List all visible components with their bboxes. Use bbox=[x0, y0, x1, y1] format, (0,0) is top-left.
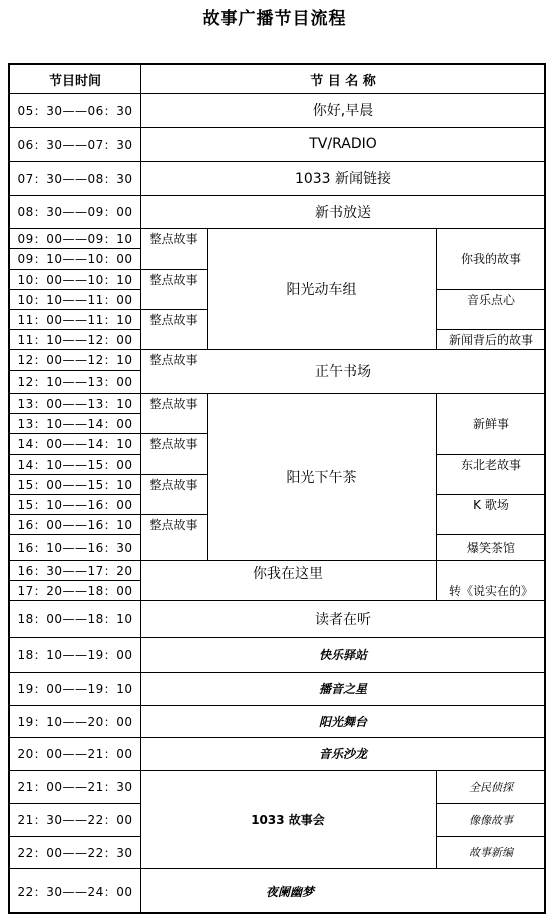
program-cell: 夜阑幽梦 bbox=[265, 884, 314, 899]
grid-line bbox=[10, 637, 546, 638]
hourly-story-cell: 整点故事 bbox=[149, 396, 198, 411]
segment-cell: 像像故事 bbox=[469, 813, 513, 827]
time-cell: 19：10——20：00 bbox=[17, 714, 133, 729]
grid-line bbox=[10, 161, 546, 162]
grid-line bbox=[10, 474, 140, 475]
hourly-story-cell: 整点故事 bbox=[149, 477, 198, 492]
grid-line bbox=[436, 836, 546, 837]
program-cell: 1033 新闻链接 bbox=[294, 171, 392, 187]
time-cell: 18：00——18：10 bbox=[17, 612, 133, 626]
time-cell: 11：10——12：00 bbox=[17, 332, 133, 347]
grid-line bbox=[10, 672, 546, 673]
grid-line bbox=[436, 534, 546, 535]
time-cell: 21：30——22：00 bbox=[17, 813, 133, 827]
program-cell: 读者在听 bbox=[315, 611, 371, 628]
program-cell: 1033 故事会 bbox=[251, 812, 325, 827]
hourly-story-cell: 整点故事 bbox=[149, 272, 198, 287]
time-cell: 10：10——11：00 bbox=[17, 292, 133, 307]
segment-cell: 故事新编 bbox=[469, 846, 513, 859]
program-cell: 阳光下午茶 bbox=[286, 469, 357, 486]
grid-line bbox=[10, 269, 140, 270]
time-cell: 15：10——16：00 bbox=[17, 497, 133, 512]
segment-cell: 转《说实在的》 bbox=[448, 583, 533, 598]
grid-line bbox=[10, 514, 140, 515]
time-cell: 13：00——13：10 bbox=[17, 396, 133, 411]
grid-line bbox=[10, 289, 140, 290]
grid-line bbox=[436, 289, 546, 290]
program-cell: 快乐驿站 bbox=[318, 648, 367, 662]
grid-line bbox=[140, 514, 207, 515]
grid-line bbox=[10, 494, 140, 495]
time-cell: 06：30——07：30 bbox=[17, 137, 133, 152]
program-cell: 阳光舞台 bbox=[318, 714, 367, 729]
grid-line bbox=[140, 65, 141, 914]
hourly-story-cell: 整点故事 bbox=[149, 437, 198, 451]
program-cell: 新书放送 bbox=[315, 204, 371, 221]
segment-cell: 新鲜事 bbox=[472, 416, 509, 431]
segment-cell: 你我的故事 bbox=[460, 252, 521, 266]
hourly-story-cell: 整点故事 bbox=[149, 517, 198, 532]
grid-line bbox=[10, 309, 140, 310]
grid-line bbox=[140, 309, 207, 310]
time-cell: 18：10——19：00 bbox=[17, 648, 133, 662]
time-cell: 22：30——24：00 bbox=[17, 884, 133, 899]
time-cell: 11：00——11：10 bbox=[17, 312, 133, 327]
grid-line bbox=[10, 600, 546, 601]
grid-line bbox=[10, 329, 140, 330]
segment-cell: K 歌场 bbox=[473, 497, 509, 512]
grid-line bbox=[436, 494, 546, 495]
hourly-story-cell: 整点故事 bbox=[149, 231, 198, 246]
time-cell: 05：30——06：30 bbox=[17, 103, 133, 118]
header-name: 节 目 名 称 bbox=[310, 73, 376, 89]
page-title: 故事广播节目流程 bbox=[202, 9, 347, 29]
program-cell: 播音之星 bbox=[318, 682, 367, 696]
time-cell: 09：10——10：00 bbox=[17, 252, 133, 266]
time-cell: 13：10——14：00 bbox=[17, 416, 133, 431]
program-cell: 你好,早晨 bbox=[312, 103, 374, 119]
time-cell: 16：10——16：30 bbox=[17, 540, 133, 555]
grid-line bbox=[10, 737, 546, 738]
grid-line bbox=[10, 413, 140, 414]
time-cell: 22：00——22：30 bbox=[17, 845, 133, 860]
grid-line bbox=[140, 474, 207, 475]
time-cell: 19：00——19：10 bbox=[17, 682, 133, 696]
grid-line bbox=[436, 393, 437, 600]
time-cell: 15：00——15：10 bbox=[17, 477, 133, 492]
schedule-table bbox=[8, 63, 546, 914]
grid-line bbox=[207, 393, 208, 560]
grid-line bbox=[10, 349, 546, 350]
program-cell: TV/RADIO bbox=[309, 136, 377, 152]
grid-line bbox=[10, 580, 140, 581]
grid-line bbox=[10, 454, 140, 455]
time-cell: 14：00——14：10 bbox=[17, 437, 133, 451]
time-cell: 07：30——08：30 bbox=[17, 171, 133, 186]
hourly-story-cell: 整点故事 bbox=[149, 312, 198, 327]
program-cell: 阳光动车组 bbox=[286, 281, 357, 298]
time-cell: 14：10——15：00 bbox=[17, 457, 133, 472]
grid-line bbox=[140, 433, 207, 434]
grid-line bbox=[10, 705, 546, 706]
time-cell: 09：00——09：10 bbox=[17, 231, 133, 246]
grid-line bbox=[140, 269, 207, 270]
grid-line bbox=[436, 329, 546, 330]
grid-line bbox=[10, 370, 140, 371]
hourly-story-cell: 整点故事 bbox=[149, 353, 198, 367]
program-cell: 正午书场 bbox=[315, 364, 371, 380]
segment-cell: 新闻背后的故事 bbox=[448, 332, 533, 347]
time-cell: 20：00——21：00 bbox=[17, 747, 133, 761]
segment-cell: 全民侦探 bbox=[469, 780, 513, 794]
grid-line bbox=[10, 433, 140, 434]
header-time: 节目时间 bbox=[48, 73, 101, 89]
time-cell: 12：10——13：00 bbox=[17, 375, 133, 389]
grid-line bbox=[436, 770, 437, 868]
program-cell: 音乐沙龙 bbox=[318, 747, 367, 761]
grid-line bbox=[10, 127, 546, 128]
segment-cell: 爆笑茶馆 bbox=[466, 540, 515, 555]
grid-line bbox=[10, 868, 546, 869]
grid-line bbox=[10, 770, 546, 771]
grid-line bbox=[10, 393, 546, 394]
time-cell: 21：00——21：30 bbox=[17, 780, 133, 794]
grid-line bbox=[10, 228, 546, 229]
grid-line bbox=[10, 248, 140, 249]
program-cell: 你我在这里 bbox=[253, 565, 323, 582]
time-cell: 16：00——16：10 bbox=[17, 517, 133, 532]
grid-line bbox=[10, 534, 140, 535]
segment-cell: 东北老故事 bbox=[460, 457, 521, 472]
grid-line bbox=[207, 228, 208, 349]
segment-cell: 音乐点心 bbox=[466, 292, 515, 307]
grid-line bbox=[436, 803, 546, 804]
grid-line bbox=[10, 560, 546, 561]
time-cell: 08：30——09：00 bbox=[17, 205, 133, 219]
grid-line bbox=[10, 93, 546, 94]
grid-line bbox=[10, 836, 140, 837]
time-cell: 16：30——17：20 bbox=[17, 563, 133, 578]
grid-line bbox=[10, 803, 140, 804]
grid-line bbox=[436, 454, 546, 455]
time-cell: 12：00——12：10 bbox=[17, 353, 133, 367]
time-cell: 17：20——18：00 bbox=[17, 583, 133, 598]
grid-line bbox=[10, 195, 546, 196]
time-cell: 10：00——10：10 bbox=[17, 272, 133, 287]
